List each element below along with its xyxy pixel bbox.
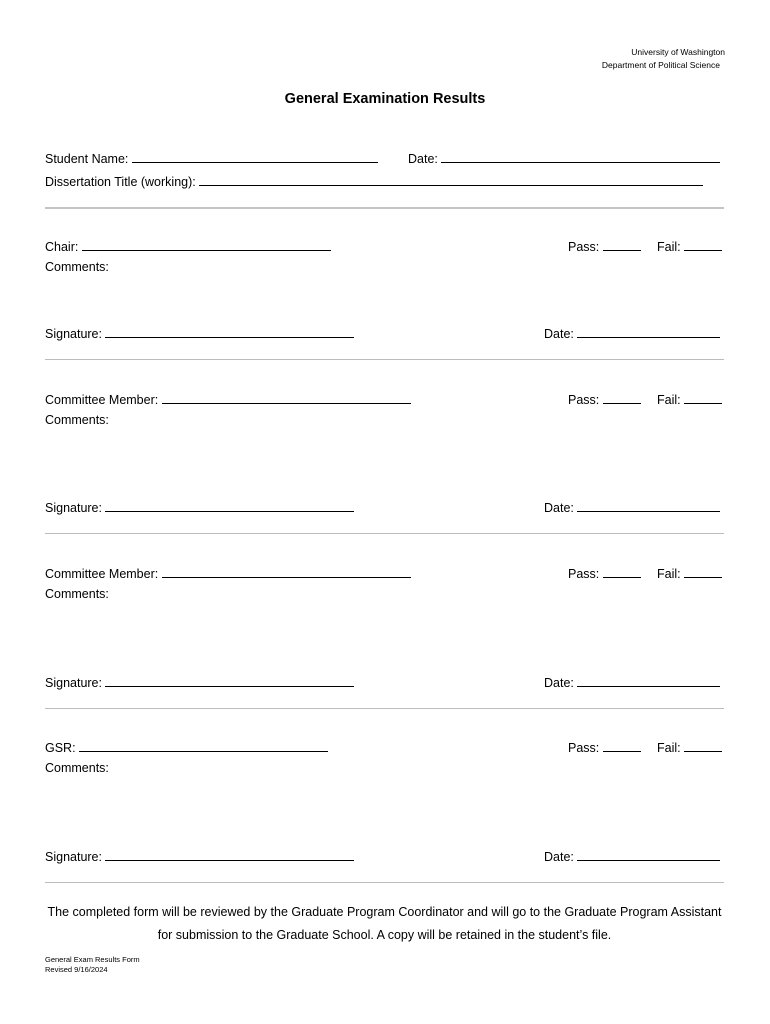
- dissertation-title-field[interactable]: [199, 173, 703, 186]
- committee-member-1-pass: [568, 391, 641, 407]
- student-name-row: [45, 150, 378, 166]
- department-name: Department of Political Science: [601, 60, 720, 70]
- student-name-label: Student Name:: [45, 152, 129, 166]
- date-label: Date:: [544, 850, 574, 864]
- committee-member-2-pass: [568, 565, 641, 581]
- date-label: Date:: [544, 327, 574, 341]
- pass-label: Pass:: [568, 240, 600, 254]
- chair-label: Chair:: [45, 240, 79, 254]
- dissertation-title-row: [45, 173, 703, 189]
- date-label: Date:: [544, 501, 574, 515]
- committee-member-1-comments-label: Comments:: [45, 413, 109, 427]
- committee-member-1-signature-field[interactable]: [105, 499, 354, 512]
- gsr-pass-field[interactable]: [603, 739, 641, 752]
- chair-signature-row: [45, 325, 354, 341]
- chair-fail-field[interactable]: [684, 238, 722, 251]
- student-date-row: [408, 150, 720, 166]
- form-name: General Exam Results Form: [45, 955, 140, 964]
- gsr-signature-field[interactable]: [105, 848, 354, 861]
- chair-signature-field[interactable]: [105, 325, 354, 338]
- gsr-comments-label: Comments:: [45, 761, 109, 775]
- committee-member-1-fail: [657, 391, 722, 407]
- committee-member-1-row: [45, 391, 411, 407]
- signature-label: Signature:: [45, 850, 102, 864]
- chair-signature-date: [544, 325, 720, 341]
- gsr-label: GSR:: [45, 741, 76, 755]
- fail-label: Fail:: [657, 240, 681, 254]
- fail-label: Fail:: [657, 567, 681, 581]
- committee-member-label: Committee Member:: [45, 567, 159, 581]
- form-metadata: [45, 955, 140, 975]
- committee-member-2-fail-field[interactable]: [684, 565, 722, 578]
- committee-member-label: Committee Member:: [45, 393, 159, 407]
- gsr-row: [45, 739, 328, 755]
- pass-label: Pass:: [568, 567, 600, 581]
- committee-member-1-signature-date: [544, 499, 720, 515]
- divider: [45, 708, 724, 709]
- revision-date: Revised 9/16/2024: [45, 965, 108, 974]
- committee-member-2-date-field[interactable]: [577, 674, 720, 687]
- pass-label: Pass:: [568, 393, 600, 407]
- page-title: General Examination Results: [284, 91, 486, 107]
- divider: [45, 207, 724, 209]
- student-name-field[interactable]: [132, 150, 378, 163]
- institution-name: University of Washington: [631, 47, 725, 57]
- committee-member-1-signature-row: [45, 499, 354, 515]
- date-label: Date:: [544, 676, 574, 690]
- gsr-date-field[interactable]: [577, 848, 720, 861]
- committee-member-2-signature-row: [45, 674, 354, 690]
- document-header: [602, 46, 725, 72]
- student-date-field[interactable]: [441, 150, 720, 163]
- chair-row: [45, 238, 331, 254]
- gsr-fail: [657, 739, 722, 755]
- signature-label: Signature:: [45, 327, 102, 341]
- committee-member-2-signature-field[interactable]: [105, 674, 354, 687]
- chair-date-field[interactable]: [577, 325, 720, 338]
- gsr-name-field[interactable]: [79, 739, 328, 752]
- pass-label: Pass:: [568, 741, 600, 755]
- signature-label: Signature:: [45, 501, 102, 515]
- divider: [45, 882, 724, 883]
- fail-label: Fail:: [657, 741, 681, 755]
- committee-member-2-name-field[interactable]: [162, 565, 411, 578]
- chair-pass-field[interactable]: [603, 238, 641, 251]
- signature-label: Signature:: [45, 676, 102, 690]
- divider: [45, 533, 724, 534]
- gsr-signature-date: [544, 848, 720, 864]
- student-date-label: Date:: [408, 152, 438, 166]
- divider: [45, 359, 724, 360]
- gsr-pass: [568, 739, 641, 755]
- committee-member-1-fail-field[interactable]: [684, 391, 722, 404]
- gsr-fail-field[interactable]: [684, 739, 722, 752]
- committee-member-2-signature-date: [544, 674, 720, 690]
- gsr-signature-row: [45, 848, 354, 864]
- committee-member-2-row: [45, 565, 411, 581]
- committee-member-2-comments-label: Comments:: [45, 587, 109, 601]
- chair-pass: [568, 238, 641, 254]
- submission-note: The completed form will be reviewed by the Graduate Program Coordinator and will go to the Graduate Program Assistant for submission to the Graduate School. A copy will be retained in the student’s file.: [47, 905, 722, 942]
- committee-member-1-date-field[interactable]: [577, 499, 720, 512]
- chair-fail: [657, 238, 722, 254]
- committee-member-1-name-field[interactable]: [162, 391, 411, 404]
- chair-name-field[interactable]: [82, 238, 331, 251]
- fail-label: Fail:: [657, 393, 681, 407]
- chair-comments-label: Comments:: [45, 260, 109, 274]
- committee-member-1-pass-field[interactable]: [603, 391, 641, 404]
- committee-member-2-pass-field[interactable]: [603, 565, 641, 578]
- committee-member-2-fail: [657, 565, 722, 581]
- dissertation-title-label: Dissertation Title (working):: [45, 175, 196, 189]
